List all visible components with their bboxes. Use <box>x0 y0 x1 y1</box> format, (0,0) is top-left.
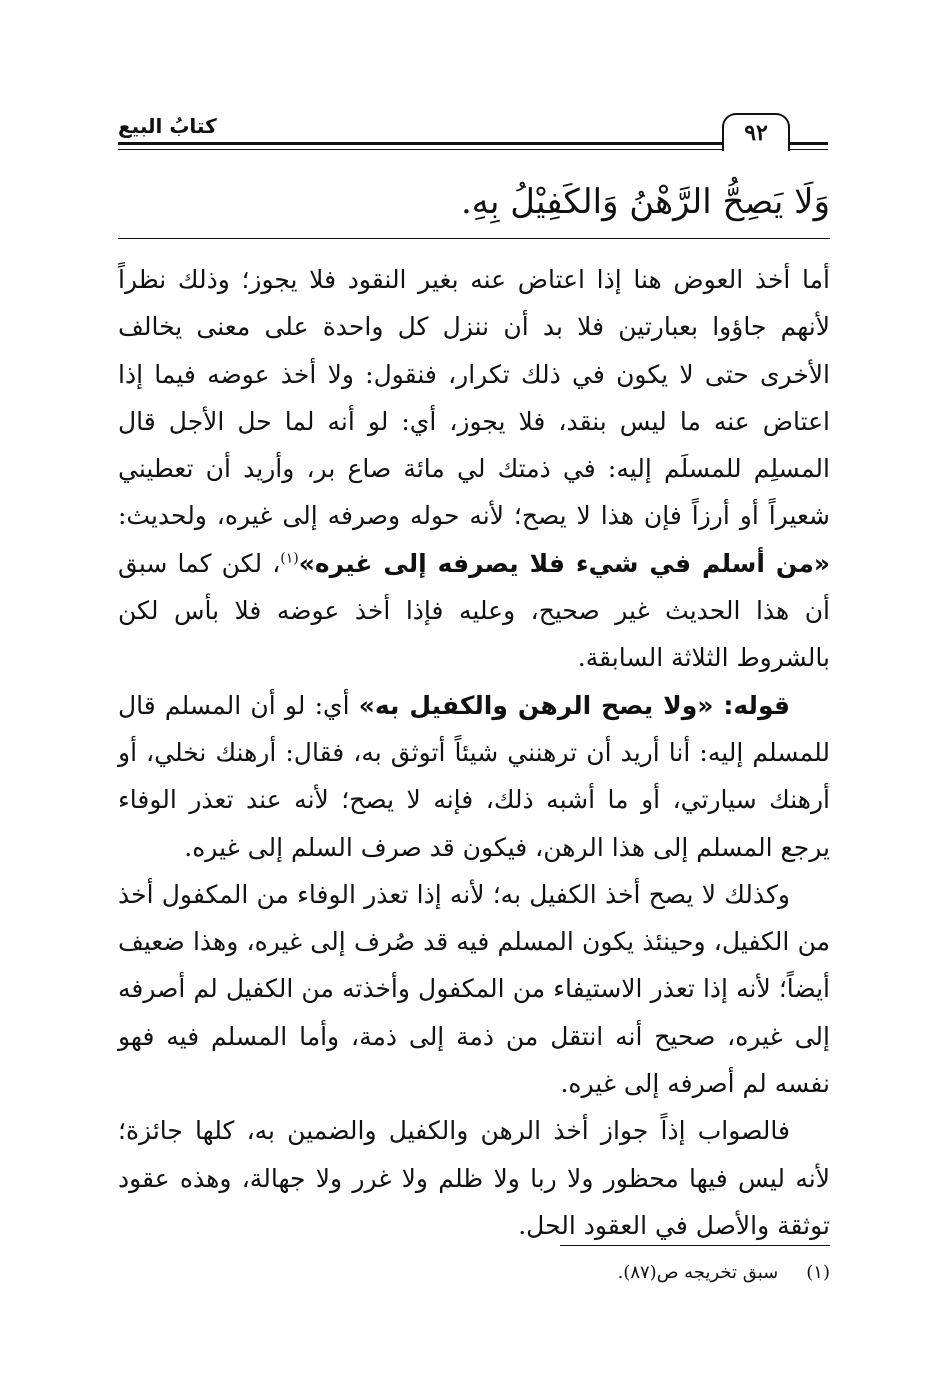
paragraph-2-text: أي: لو أن المسلم قال للمسلم إليه: أنا أريد أن ترهنني شيئاً أتوثق به، فقال: أرهنك نخلي، أو أرهنك سيارتي، أو ما أشبه ذلك، فإنه لا يصح؛ لأنه عند تعذر الوفاء يرجع المسلم إلى هذا الرهن، فيكون قد صرف السلم إلى غيره. <box>118 690 830 862</box>
footnote <box>118 1260 830 1286</box>
footnote-text: سبق تخريجه ص(٨٧). <box>617 1262 779 1283</box>
matn-text: وَلَا يَصِحُّ الرَّهْنُ وَالكَفِيْلُ بِهِ. <box>460 182 830 222</box>
commentary-body <box>118 256 830 1249</box>
hadith-quote: «من أسلم في شيء فلا يصرفه إلى غيره» <box>298 548 830 578</box>
paragraph-1-text-a: أما أخذ العوض هنا إذا اعتاض عنه بغير النقود فلا يجوز؛ وذلك نظراً لأنهم جاؤوا بعبارتين فلا بد أن ننزل كل واحدة على معنى يخالف الأخرى حتى لا يكون في ذلك تكرار، فنقول: ولا أخذ عوضه فيما إذا اعتاض عنه ما ليس بنقد، فلا يجوز، أي: لو أنه لما حل الأجل قال المسلِم للمسلَم إليه: في ذمتك لي مائة صاع بر، وأريد أن تعطيني شعيراً أو أرزاً فإن هذا لا يصح؛ لأنه حوله وصرفه إلى غيره، ولحديث: <box>118 265 830 531</box>
matn-separator-rule <box>118 238 830 239</box>
paragraph-3 <box>118 871 830 1107</box>
paragraph-1-text-b: ، لكن كما سبق أن هذا الحديث غير صحيح، وعليه فإذا أخذ عوضه فلا بأس لكن بالشروط الثلاثة السابقة. <box>118 548 830 673</box>
footnote-marker[interactable]: (١) <box>280 550 299 567</box>
running-header-title: كتابُ البيع <box>118 114 217 138</box>
paragraph-2 <box>118 682 830 871</box>
header-rule-thick <box>118 142 724 145</box>
paragraph-3-text: وكذلك لا يصح أخذ الكفيل به؛ لأنه إذا تعذر الوفاء من المكفول أخذ من الكفيل، وحينئذ يكون المسلم فيه قد صُرف إلى غيره، وهذا ضعيف أيضاً؛ لأنه إذا تعذر الاستيفاء من المكفول وأخذته من الكفيل لم أصرفه إلى غيره، صحيح أنه انتقل من ذمة إلى ذمة، وأما المسلم فيه فهو نفسه لم أصرفه إلى غيره. <box>118 879 830 1099</box>
header-rule-thin <box>118 149 724 150</box>
footnote-number: (١) <box>806 1262 830 1283</box>
paragraph-4 <box>118 1107 830 1249</box>
qawluhu-quote: قوله: «ولا يصح الرهن والكفيل به» <box>358 690 790 720</box>
paragraph-1 <box>118 256 830 682</box>
header-rule-right-thin <box>790 149 828 150</box>
paragraph-4-text: فالصواب إذاً جواز أخذ الرهن والكفيل والضمين به، كلها جائزة؛ لأنه ليس فيها محظور ولا ربا ولا ظلم ولا غرر ولا جهالة، وهذه عقود توثقة والأصل في العقود الحل. <box>118 1116 830 1240</box>
footnote-separator-rule <box>560 1245 830 1246</box>
header-rule-right-thick <box>790 142 828 145</box>
page-number: ٩٢ <box>722 113 790 151</box>
